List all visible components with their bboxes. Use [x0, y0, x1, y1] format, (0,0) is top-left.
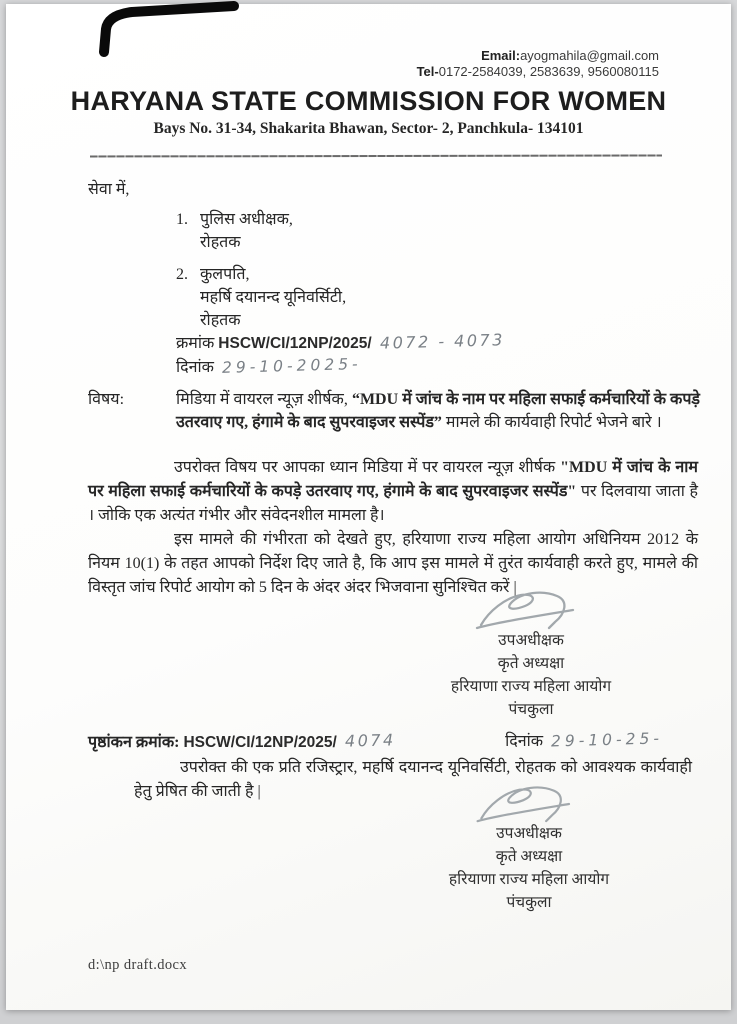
subject-pre: मिडिया में वायरल न्यूज़ शीर्षक, — [176, 391, 352, 408]
endorsement-label: पृष्ठांकन क्रमांक: — [88, 734, 180, 751]
signatory-on-behalf: कृते अध्यक्षा — [495, 848, 563, 865]
addressee-item — [176, 208, 346, 254]
signatory-place: पंचकुला — [506, 894, 552, 911]
signature-block-2 — [414, 784, 644, 914]
addressee-line: रोहतक — [200, 234, 241, 251]
reference-number-printed: HSCW/CI/12NP/2025/ — [218, 335, 372, 352]
body-paragraph-1 — [88, 456, 698, 528]
file-path: d:\np draft.docx — [88, 957, 188, 973]
addressee-lines — [200, 263, 346, 332]
signatory-organization: हरियाणा राज्य महिला आयोग — [448, 871, 610, 888]
addressee-lines — [200, 208, 293, 254]
addressee-item — [176, 263, 346, 332]
signatory-designation: उपअधीक्षक — [498, 632, 564, 649]
reference-block — [176, 331, 505, 381]
signature-scribble — [473, 784, 585, 824]
organization-address: Bays No. 31-34, Shakarita Bhawan, Sector- 2, Panchkula- 134101 — [153, 120, 584, 137]
signatory-organization: हरियाणा राज्य महिला आयोग — [450, 678, 612, 695]
endorsement-date-label: दिनांक — [505, 733, 544, 750]
salutation: सेवा में, — [88, 181, 130, 198]
pen-mark — [68, 0, 248, 62]
tel-label: Tel- — [416, 64, 439, 79]
addressee-line: महर्षि दयानन्द यूनिवर्सिटी, — [200, 289, 347, 306]
para1-post: पर दिलवाया जाता है । जोकि एक अत्यंत गंभीर और संवेदनशील मामला है। — [88, 483, 698, 524]
email-value: ayogmahila@gmail.com — [520, 48, 659, 63]
signatory-on-behalf: कृते अध्यक्षा — [497, 655, 565, 672]
tel-value: 0172-2584039, 2583639, 9560080115 — [438, 64, 659, 79]
subject-text — [176, 388, 700, 434]
reference-number-row — [176, 331, 505, 356]
addressee-line: पुलिस अधीक्षक, — [200, 211, 293, 228]
signatory-designation: उपअधीक्षक — [496, 825, 562, 842]
addressee-line: रोहतक — [200, 312, 241, 329]
contact-info — [417, 48, 659, 80]
addressee-number: 2. — [176, 266, 188, 283]
endorsement-number-group — [88, 730, 396, 754]
endorsement-row — [88, 730, 663, 754]
para1-pre: उपरोक्त विषय पर आपका ध्यान मिडिया में पर वायरल न्यूज़ शीर्षक — [174, 459, 561, 476]
addressee-list — [176, 208, 346, 341]
tel-line — [417, 64, 659, 80]
endorsement-number-handwritten: 4074 — [344, 730, 396, 751]
endorsement-date-handwritten: 29-10-25- — [550, 729, 664, 751]
date-label: दिनांक — [176, 359, 214, 376]
subject-label: विषय: — [88, 391, 125, 408]
email-label: Email: — [481, 48, 521, 63]
signatory-place: पंचकुला — [508, 701, 554, 718]
addressee-line: कुलपति, — [200, 266, 250, 283]
body-paragraph-2: इस मामले की गंभीरता को देखते हुए, हरियाणा राज्य महिला आयोग अधिनियम 2012 के नियम 10(1) के तहत आपको निर्देश दिए जाते है, कि आप इस मामले में तुरंत कार्यवाही करते हुए, मामले की विस्तृत जांच रिपोर्ट आयोग को 5 दिन के अंदर अंदर भिजवाना सुनिश्चित करें | — [88, 531, 698, 596]
header-divider — [90, 155, 662, 158]
email-line — [417, 48, 659, 64]
subject-row — [88, 388, 700, 434]
letter-page — [6, 4, 731, 1010]
endorsement-number-printed: HSCW/CI/12NP/2025/ — [183, 734, 337, 751]
organization-title: HARYANA STATE COMMISSION FOR WOMEN — [70, 86, 667, 116]
endorsement-body: उपरोक्त की एक प्रति रजिस्ट्रार, महर्षि दयानन्द यूनिवर्सिटी, रोहतक को आवश्यक कार्यवाही हेतु प्रेषित की जाती है | — [134, 759, 692, 800]
signature-scribble — [475, 589, 587, 631]
date-handwritten: 29-10-2025- — [221, 354, 362, 377]
reference-label: क्रमांक — [176, 335, 215, 352]
reference-date-row — [176, 356, 505, 381]
subject-post: मामले की कार्यवाही रिपोर्ट भेजने बारे । — [441, 414, 662, 431]
addressee-number: 1. — [176, 211, 188, 228]
subject-quote: “MDU में जांच के नाम पर महिला सफाई कर्मचारियों के कपड़े उतरवाए गए, हंगामे के बाद सुपरवाइजर सस्पेंड” — [176, 391, 700, 431]
para1-quote: "MDU में जांच के नाम पर महिला सफाई कर्मचारियों के कपड़े उतरवाए गए, हंगामे के बाद सुपरवाइजर सस्पेंड" — [88, 459, 698, 500]
endorsement-date-group — [505, 730, 663, 754]
signature-block-1 — [416, 589, 646, 721]
reference-number-handwritten: 4072 - 4073 — [379, 330, 505, 353]
